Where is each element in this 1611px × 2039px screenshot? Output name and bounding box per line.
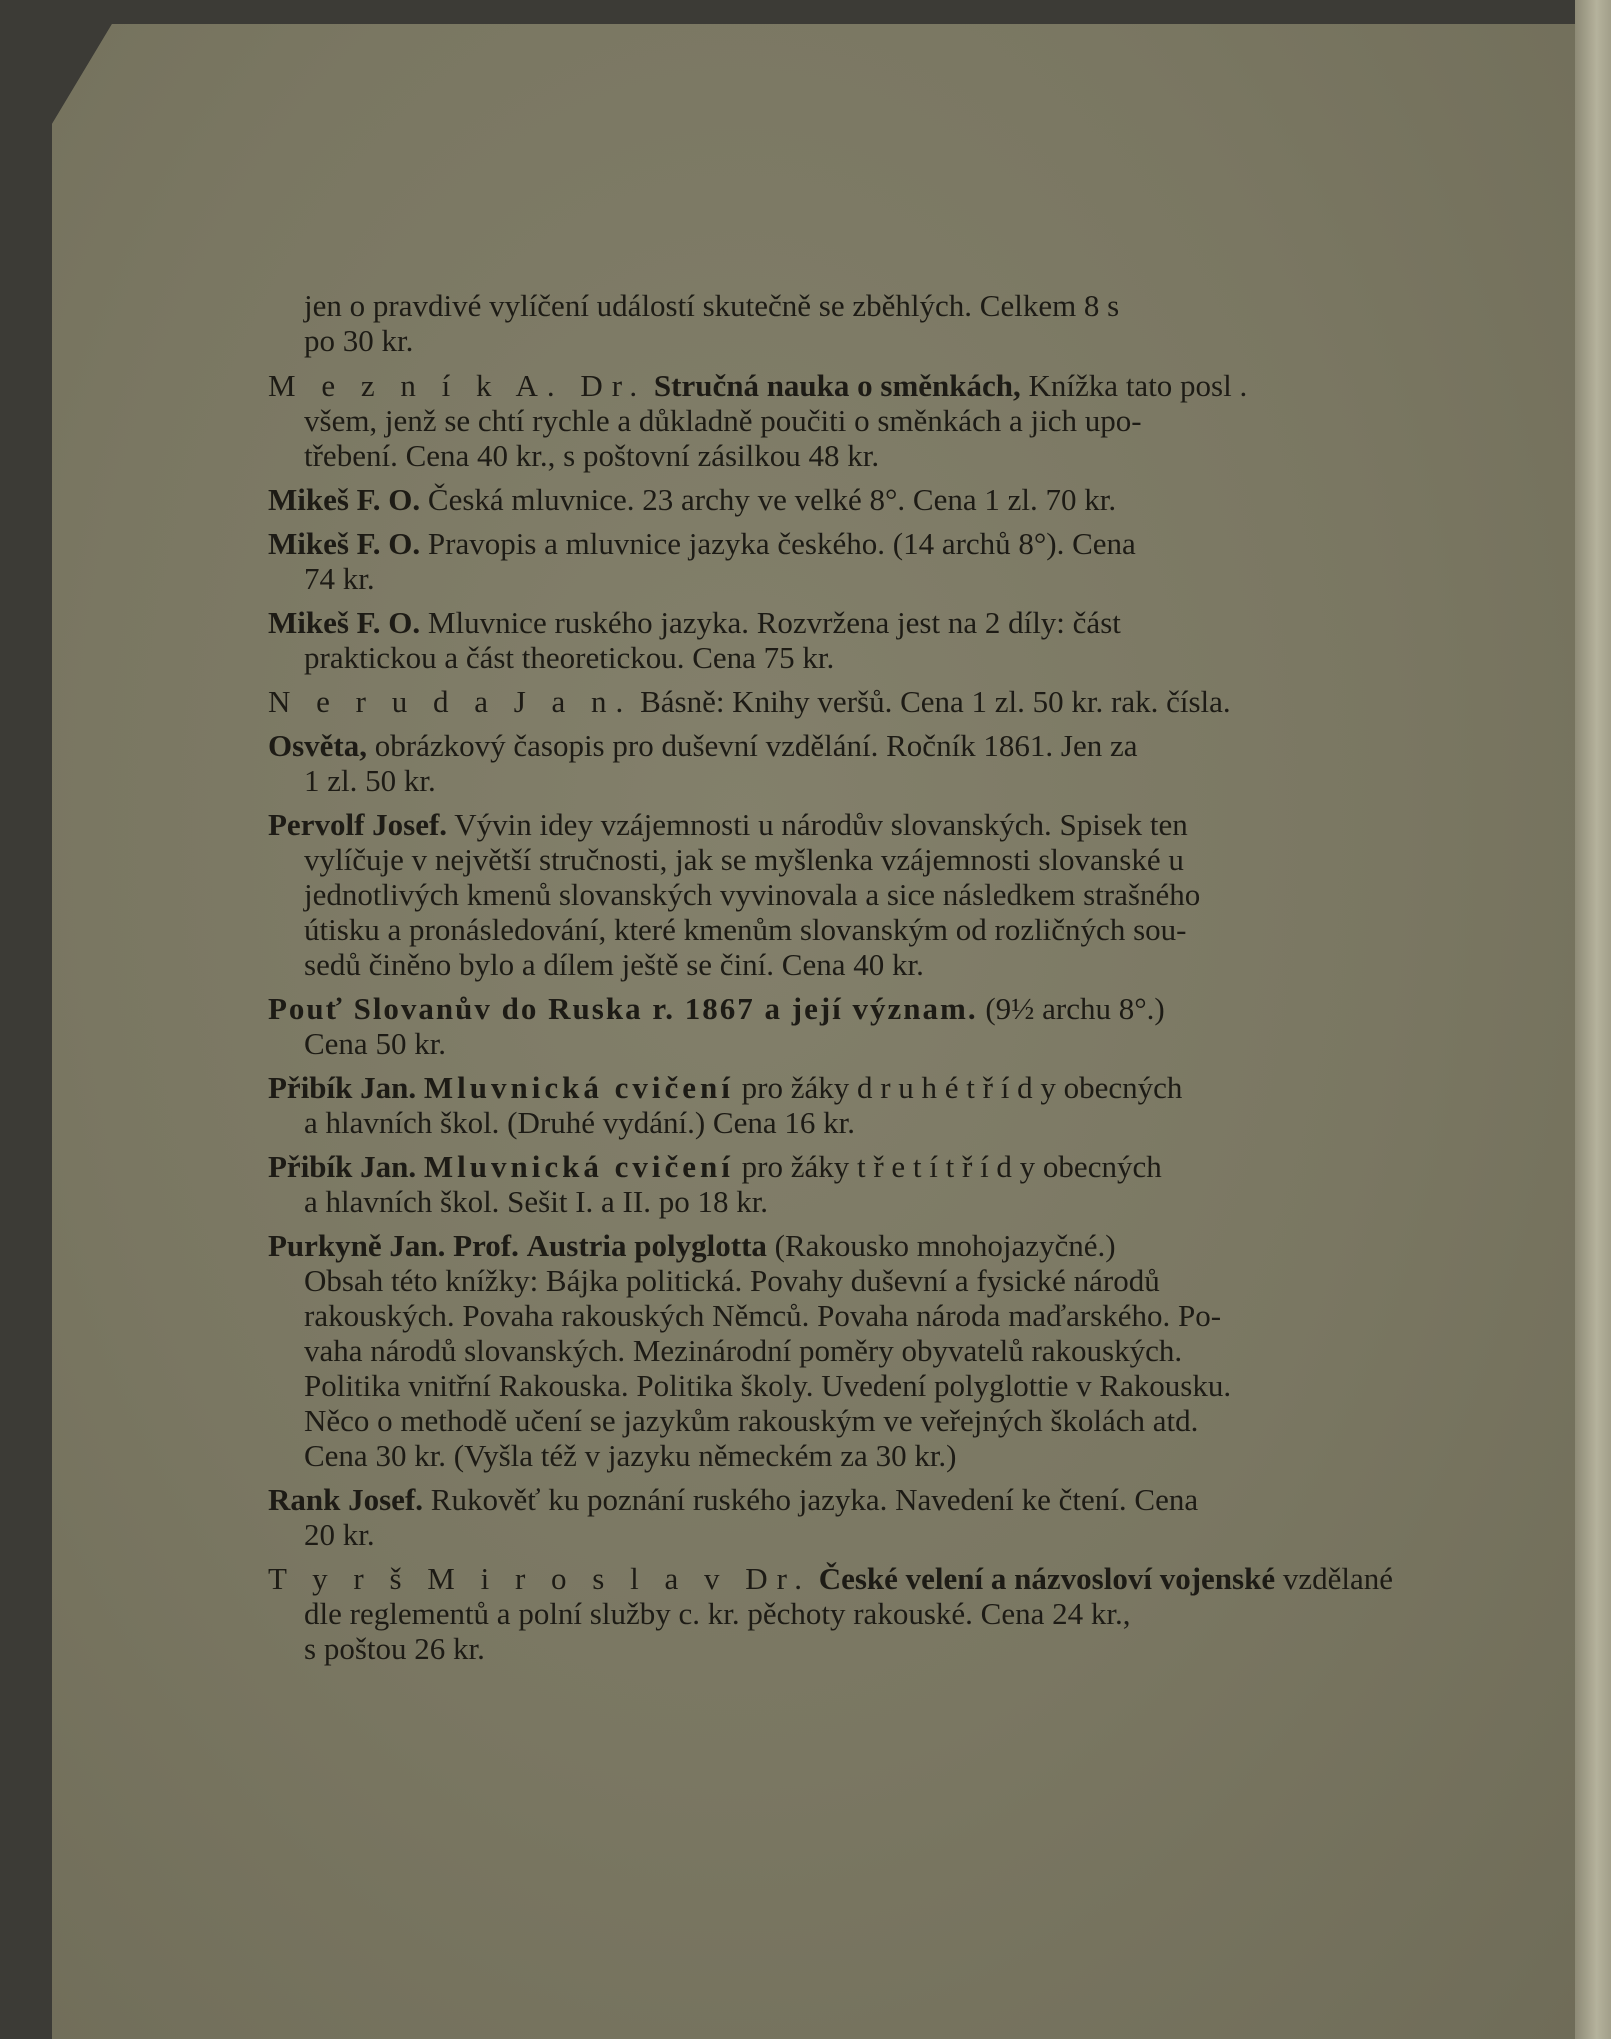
entry-author: Mikeš F. O.: [268, 482, 421, 517]
entry-text: Pravopis a mluvnice jazyka českého. (14 archů 8°). Cena: [427, 526, 1136, 561]
entry-line: s poštou 26 kr.: [304, 1631, 485, 1666]
entry-line: praktickou a část theoretickou. Cena 75 kr.: [304, 640, 835, 675]
entry-line: Něco o methodě učení se jazykům rakouským ve veřejných školách atd.: [304, 1403, 1199, 1438]
book-spine: [1575, 0, 1611, 2039]
entry-author: Mikeš F. O.: [268, 526, 421, 561]
entry-text: Mluvnice ruského jazyka. Rozvržena jest na 2 díly: část: [427, 605, 1121, 640]
entry-text: pro žáky t ř e t í t ř í d y obecných: [741, 1149, 1162, 1184]
entry-author: Pervolf Josef.: [268, 807, 448, 842]
entry-title: Mluvnická cvičení: [423, 1149, 734, 1184]
catalog-entry: [268, 605, 1464, 675]
entry-title: České velení a názvosloví vojenské: [818, 1561, 1276, 1596]
entry-author: Rank Josef.: [268, 1482, 424, 1517]
entry-line: Cena 50 kr.: [304, 1026, 447, 1061]
catalog-entry: [268, 1070, 1464, 1140]
entry-author: M e z n í k A. Dr.: [268, 368, 647, 403]
entry-line: jednotlivých kmenů slovanských vyvinovala a sice následkem strašného: [304, 877, 1201, 912]
entry-line: sedů činěno bylo a dílem ještě se činí. Cena 40 kr.: [304, 947, 924, 982]
entry-line: Obsah této knížky: Bájka politická. Povahy duševní a fysické národů: [304, 1263, 1160, 1298]
entry-author: Přibík Jan.: [268, 1149, 417, 1184]
entry-author: T y r š M i r o s l a v Dr.: [268, 1561, 811, 1596]
entry-author: Purkyně Jan. Prof.: [268, 1228, 519, 1263]
entry-line: vylíčuje v největší stručnosti, jak se myšlenka vzájemnosti slovanské u: [304, 842, 1184, 877]
catalog-entry: [268, 1228, 1464, 1473]
catalog-entry: [268, 526, 1464, 596]
entry-line: vaha národů slovanských. Mezinárodní poměry obyvatelů rakouských.: [304, 1333, 1183, 1368]
entry-line: všem, jenž se chtí rychle a důkladně poučiti o směnkách a jich upo-: [304, 403, 1142, 438]
entry-text: Básně: Knihy veršů. Cena 1 zl. 50 kr. rak. čísla.: [640, 684, 1231, 719]
catalog-list: [268, 288, 1464, 1675]
entry-line: 74 kr.: [304, 561, 375, 596]
catalog-entry: [268, 991, 1464, 1061]
entry-line: a hlavních škol. (Druhé vydání.) Cena 16 kr.: [304, 1105, 855, 1140]
catalog-entry: [268, 1149, 1464, 1219]
entry-line: rakouských. Povaha rakouských Němců. Povaha národa maďarského. Po-: [304, 1298, 1222, 1333]
catalog-entry: [268, 1482, 1464, 1552]
entry-text: Knížka tato posl .: [1028, 368, 1248, 403]
entry-line: Politika vnitřní Rakouska. Politika školy. Uvedení polyglottie v Rakousku.: [304, 1368, 1232, 1403]
catalog-entry: [268, 368, 1464, 473]
entry-text: (Rakousko mnohojazyčné.): [774, 1228, 1116, 1263]
catalog-entry: [268, 728, 1464, 798]
entry-line: třebení. Cena 40 kr., s poštovní zásilkou 48 kr.: [304, 438, 880, 473]
entry-text: vzdělané: [1282, 1561, 1393, 1596]
entry-author: Přibík Jan.: [268, 1070, 417, 1105]
entry-author: Mikeš F. O.: [268, 605, 421, 640]
entry-title: Austria polyglotta: [526, 1228, 767, 1263]
entry-author: Osvěta,: [268, 728, 368, 763]
entry-line: a hlavních škol. Sešit I. a II. po 18 kr.: [304, 1184, 769, 1219]
entry-line: útisku a pronásledování, které kmenům slovanským od rozličných sou-: [304, 912, 1187, 947]
entry-line: jen o pravdivé vylíčení událostí skutečně se zběhlých. Celkem 8 s: [304, 288, 1120, 323]
entry-text: obrázkový časopis pro duševní vzdělání. Ročník 1861. Jen za: [374, 728, 1138, 763]
catalog-entry: [268, 1561, 1464, 1666]
entry-line: po 30 kr.: [304, 323, 414, 358]
entry-text: (9½ archu 8°.): [985, 991, 1165, 1026]
entry-text: Rukověť ku poznání ruského jazyka. Navedení ke čtení. Cena: [430, 1482, 1199, 1517]
catalog-entry: [268, 684, 1464, 719]
entry-text: Vývin idey vzájemnosti u národův slovanských. Spisek ten: [454, 807, 1188, 842]
entry-text: pro žáky d r u h é t ř í d y obecných: [741, 1070, 1183, 1105]
entry-title: Mluvnická cvičení: [423, 1070, 734, 1105]
catalog-entry: [268, 807, 1464, 982]
entry-line: 20 kr.: [304, 1517, 375, 1552]
catalog-entry: [268, 482, 1464, 517]
entry-line: 1 zl. 50 kr.: [304, 763, 436, 798]
entry-author: Pouť Slovanův do Ruska r. 1867 a její význam.: [268, 991, 978, 1026]
entry-text: Česká mluvnice. 23 archy ve velké 8°. Cena 1 zl. 70 kr.: [427, 482, 1117, 517]
entry-author: N e r u d a J a n.: [268, 684, 633, 719]
entry-title: Stručná nauka o směnkách,: [653, 368, 1021, 403]
catalog-entry: [268, 288, 1464, 358]
entry-line: Cena 30 kr. (Vyšla též v jazyku německém za 30 kr.): [304, 1438, 957, 1473]
entry-line: dle reglementů a polní služby c. kr. pěchoty rakouské. Cena 24 kr.,: [304, 1596, 1131, 1631]
